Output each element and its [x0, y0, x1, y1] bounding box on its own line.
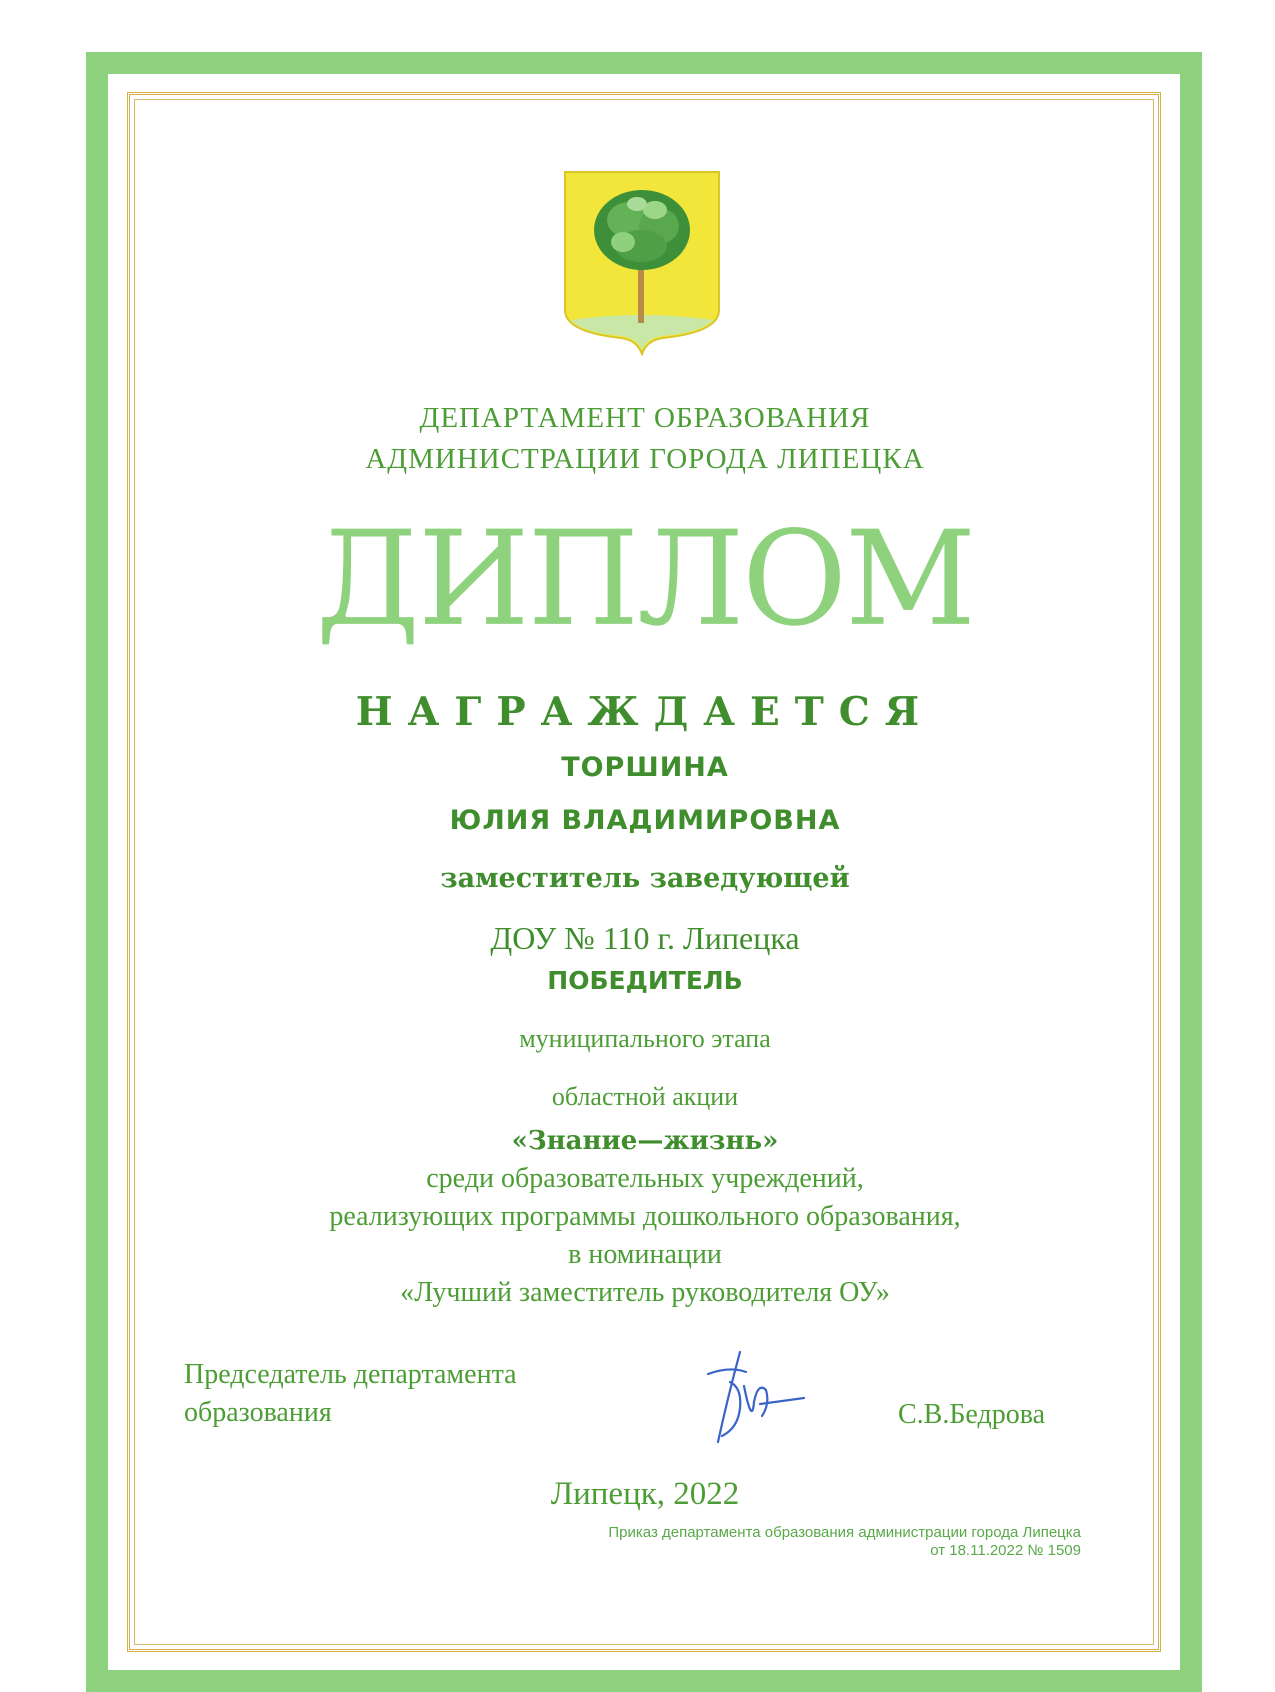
department-line-1: ДЕПАРТАМЕНТ ОБРАЗОВАНИЯ [419, 402, 871, 434]
recipient-position: заместитель заведующей [440, 863, 850, 894]
department-line-2: АДМИНИСТРАЦИИ ГОРОДА ЛИПЕЦКА [365, 443, 925, 475]
description-line-4: реализующих программы дошкольного образования, [329, 1201, 961, 1232]
nomination: «Лучший заместитель руководителя ОУ» [400, 1277, 890, 1308]
recipient-name: ЮЛИЯ ВЛАДИМИРОВНА [449, 805, 841, 836]
diploma-title: ДИПЛОМ [315, 503, 975, 656]
description-line-2: областной акции [551, 1082, 739, 1111]
description-block [150, 1160, 1140, 1312]
awarded-label: НАГРАЖДАЕТСЯ [355, 689, 935, 735]
signatory-title [184, 1356, 517, 1432]
action-name: «Знание—жизнь» [511, 1126, 779, 1156]
recipient-organization: ДОУ № 110 г. Липецка [490, 920, 800, 956]
handwritten-signature [700, 1346, 810, 1456]
recipient-surname: ТОРШИНА [561, 752, 729, 783]
description-line-1: муниципального этапа [519, 1024, 771, 1053]
city-year: Липецк, 2022 [550, 1476, 740, 1512]
result-label: ПОБЕДИТЕЛЬ [547, 966, 743, 995]
order-reference [481, 1524, 1081, 1560]
description-line-5: в номинации [568, 1239, 722, 1270]
signatory-name: С.В.Бедрова [898, 1399, 1046, 1430]
order-line-2: от 18.11.2022 № 1509 [930, 1542, 1081, 1559]
description-line-3: среди образовательных учреждений, [426, 1163, 864, 1194]
department-heading [150, 398, 1140, 480]
signatory-title-line-1: Председатель департамента [184, 1359, 517, 1390]
order-line-1: Приказ департамента образования администрации города Липецка [608, 1524, 1081, 1541]
signatory-title-line-2: образования [184, 1397, 332, 1428]
coat-of-arms-icon [563, 170, 721, 356]
